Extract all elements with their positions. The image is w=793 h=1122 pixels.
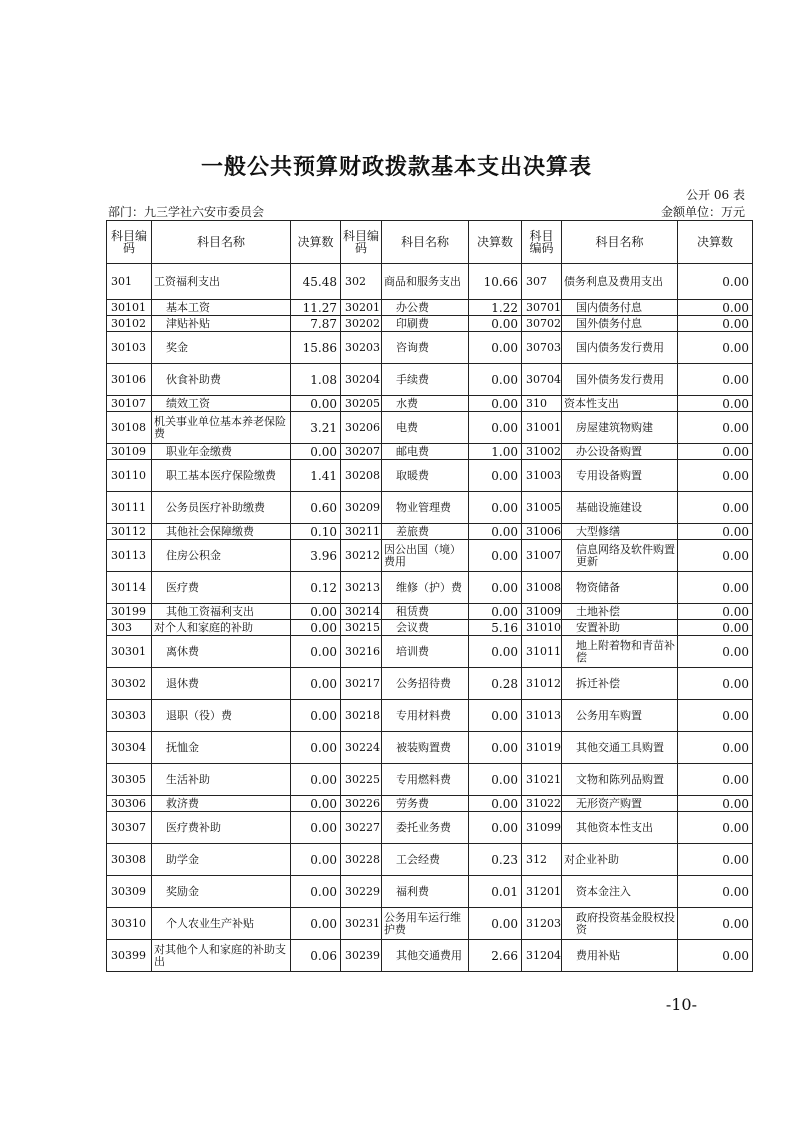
- final-amount: 0.00: [678, 264, 753, 300]
- table-row: [107, 444, 753, 460]
- final-amount: 0.00: [678, 396, 753, 412]
- subject-code: 31021: [522, 764, 562, 796]
- final-amount: 0.00: [678, 732, 753, 764]
- subject-code: 30399: [107, 940, 152, 972]
- header-code: 科目编码: [341, 221, 382, 264]
- final-amount: 0.00: [678, 604, 753, 620]
- subject-code: 30111: [107, 492, 152, 524]
- final-amount: 1.00: [469, 444, 522, 460]
- final-amount: 0.00: [291, 908, 341, 940]
- subject-code: 31008: [522, 572, 562, 604]
- subject-name: 咨询费: [382, 332, 469, 364]
- final-amount: 7.87: [291, 316, 341, 332]
- final-amount: 0.00: [469, 796, 522, 812]
- final-amount: 0.00: [469, 700, 522, 732]
- table-row: [107, 396, 753, 412]
- subject-name: 取暖费: [382, 460, 469, 492]
- subject-name: 专用材料费: [382, 700, 469, 732]
- header-amount: 决算数: [291, 221, 341, 264]
- subject-code: 31002: [522, 444, 562, 460]
- subject-code: 30213: [341, 572, 382, 604]
- final-amount: 3.96: [291, 540, 341, 572]
- subject-name: 专用燃料费: [382, 764, 469, 796]
- subject-name: 土地补偿: [562, 604, 678, 620]
- subject-code: 30231: [341, 908, 382, 940]
- final-amount: 0.28: [469, 668, 522, 700]
- subject-code: 30208: [341, 460, 382, 492]
- subject-name: 其他社会保障缴费: [152, 524, 291, 540]
- form-number: 公开 06 表: [686, 188, 745, 202]
- final-amount: 0.60: [291, 492, 341, 524]
- subject-code: 30217: [341, 668, 382, 700]
- subject-code: 31201: [522, 876, 562, 908]
- final-amount: 0.00: [469, 540, 522, 572]
- subject-code: 30225: [341, 764, 382, 796]
- subject-code: 31001: [522, 412, 562, 444]
- subject-code: 31099: [522, 812, 562, 844]
- subject-name: 津贴补贴: [152, 316, 291, 332]
- subject-code: 30106: [107, 364, 152, 396]
- final-amount: 0.00: [469, 396, 522, 412]
- subject-code: 30307: [107, 812, 152, 844]
- final-amount: 0.00: [678, 572, 753, 604]
- subject-name: 水费: [382, 396, 469, 412]
- subject-name: 公务用车购置: [562, 700, 678, 732]
- final-amount: 1.08: [291, 364, 341, 396]
- subject-name: 其他交通费用: [382, 940, 469, 972]
- subject-name: 退职（役）费: [152, 700, 291, 732]
- subject-code: 30227: [341, 812, 382, 844]
- subject-code: 31010: [522, 620, 562, 636]
- subject-code: 30216: [341, 636, 382, 668]
- subject-code: 30205: [341, 396, 382, 412]
- subject-name: 工资福利支出: [152, 264, 291, 300]
- final-amount: 0.00: [291, 396, 341, 412]
- subject-name: 国外债务付息: [562, 316, 678, 332]
- subject-name: 职工基本医疗保险缴费: [152, 460, 291, 492]
- table-row: [107, 764, 753, 796]
- subject-code: 31019: [522, 732, 562, 764]
- subject-name: 基本工资: [152, 300, 291, 316]
- table-row: [107, 264, 753, 300]
- subject-code: 30202: [341, 316, 382, 332]
- subject-code: 30206: [341, 412, 382, 444]
- subject-name: 地上附着物和青苗补偿: [562, 636, 678, 668]
- final-amount: 1.41: [291, 460, 341, 492]
- subject-name: 退休费: [152, 668, 291, 700]
- subject-name: 医疗费补助: [152, 812, 291, 844]
- final-amount: 0.00: [678, 444, 753, 460]
- subject-name: 对个人和家庭的补助: [152, 620, 291, 636]
- table-row: [107, 668, 753, 700]
- header-name: 科目名称: [562, 221, 678, 264]
- subject-name: 公务招待费: [382, 668, 469, 700]
- page-title: 一般公共预算财政拨款基本支出决算表: [200, 154, 592, 180]
- subject-code: 30113: [107, 540, 152, 572]
- table-row: [107, 796, 753, 812]
- final-amount: 0.00: [469, 908, 522, 940]
- final-amount: 0.00: [291, 796, 341, 812]
- subject-name: 国内债务付息: [562, 300, 678, 316]
- subject-code: 31011: [522, 636, 562, 668]
- subject-code: 30229: [341, 876, 382, 908]
- table-row: [107, 620, 753, 636]
- final-amount: 0.00: [291, 636, 341, 668]
- subject-name: 房屋建筑物购建: [562, 412, 678, 444]
- table-row: [107, 908, 753, 940]
- subject-name: 救济费: [152, 796, 291, 812]
- final-amount: 0.00: [469, 460, 522, 492]
- subject-name: 费用补贴: [562, 940, 678, 972]
- subject-code: 30103: [107, 332, 152, 364]
- table-row: [107, 364, 753, 396]
- subject-code: 30199: [107, 604, 152, 620]
- unit-label: 金额单位：万元: [660, 205, 745, 219]
- final-amount: 0.00: [678, 316, 753, 332]
- subject-code: 303: [107, 620, 152, 636]
- subject-code: 30224: [341, 732, 382, 764]
- subject-code: 30110: [107, 460, 152, 492]
- subject-code: 30302: [107, 668, 152, 700]
- subject-name: 医疗费: [152, 572, 291, 604]
- table-row: [107, 572, 753, 604]
- subject-name: 其他工资福利支出: [152, 604, 291, 620]
- table-row: [107, 492, 753, 524]
- subject-name: 培训费: [382, 636, 469, 668]
- final-amount: 0.00: [678, 412, 753, 444]
- subject-code: 30304: [107, 732, 152, 764]
- subject-code: 302: [341, 264, 382, 300]
- subject-name: 奖金: [152, 332, 291, 364]
- final-amount: 11.27: [291, 300, 341, 316]
- final-amount: 0.00: [469, 812, 522, 844]
- subject-code: 30108: [107, 412, 152, 444]
- subject-code: 30301: [107, 636, 152, 668]
- final-amount: 0.00: [678, 636, 753, 668]
- header-code: 科目编码: [522, 221, 562, 264]
- table-row: [107, 700, 753, 732]
- final-amount: 0.10: [291, 524, 341, 540]
- subject-name: 政府投资基金股权投资: [562, 908, 678, 940]
- subject-name: 资本性支出: [562, 396, 678, 412]
- subject-code: 307: [522, 264, 562, 300]
- final-amount: 0.01: [469, 876, 522, 908]
- header-amount: 决算数: [469, 221, 522, 264]
- final-amount: 0.00: [469, 732, 522, 764]
- subject-name: 劳务费: [382, 796, 469, 812]
- subject-code: 30102: [107, 316, 152, 332]
- subject-name: 公务用车运行维护费: [382, 908, 469, 940]
- final-amount: 0.06: [291, 940, 341, 972]
- subject-name: 维修（护）费: [382, 572, 469, 604]
- table-row: [107, 812, 753, 844]
- subject-code: 312: [522, 844, 562, 876]
- subject-code: 30310: [107, 908, 152, 940]
- final-amount: 0.00: [678, 524, 753, 540]
- final-amount: 0.00: [678, 700, 753, 732]
- subject-code: 30303: [107, 700, 152, 732]
- table-row: [107, 604, 753, 620]
- subject-name: 商品和服务支出: [382, 264, 469, 300]
- subject-name: 绩效工资: [152, 396, 291, 412]
- final-amount: 0.00: [469, 764, 522, 796]
- table-row: [107, 540, 753, 572]
- final-amount: 0.00: [678, 796, 753, 812]
- subject-name: 福利费: [382, 876, 469, 908]
- subject-code: 30226: [341, 796, 382, 812]
- subject-name: 个人农业生产补贴: [152, 908, 291, 940]
- final-amount: 0.00: [291, 620, 341, 636]
- subject-code: 30209: [341, 492, 382, 524]
- subject-code: 30212: [341, 540, 382, 572]
- table-row: [107, 524, 753, 540]
- subject-code: 301: [107, 264, 152, 300]
- subject-name: 住房公积金: [152, 540, 291, 572]
- subject-name: 对企业补助: [562, 844, 678, 876]
- final-amount: 0.00: [291, 732, 341, 764]
- subject-name: 手续费: [382, 364, 469, 396]
- final-amount: 0.00: [469, 412, 522, 444]
- subject-code: 31022: [522, 796, 562, 812]
- final-amount: 0.00: [678, 540, 753, 572]
- subject-name: 大型修缮: [562, 524, 678, 540]
- subject-code: 30308: [107, 844, 152, 876]
- subject-code: 30101: [107, 300, 152, 316]
- page-number: -10-: [665, 995, 697, 1014]
- table-row: [107, 300, 753, 316]
- final-amount: 15.86: [291, 332, 341, 364]
- final-amount: 0.00: [469, 364, 522, 396]
- subject-code: 30203: [341, 332, 382, 364]
- table-row: [107, 844, 753, 876]
- subject-name: 助学金: [152, 844, 291, 876]
- subject-name: 委托业务费: [382, 812, 469, 844]
- subject-code: 30239: [341, 940, 382, 972]
- subject-name: 办公费: [382, 300, 469, 316]
- final-amount: 0.00: [291, 764, 341, 796]
- subject-code: 30702: [522, 316, 562, 332]
- department-label: 部门：九三学社六安市委员会: [108, 205, 265, 219]
- subject-name: 工会经费: [382, 844, 469, 876]
- subject-name: 伙食补助费: [152, 364, 291, 396]
- subject-code: 30306: [107, 796, 152, 812]
- subject-name: 离休费: [152, 636, 291, 668]
- subject-name: 信息网络及软件购置更新: [562, 540, 678, 572]
- final-amount: 3.21: [291, 412, 341, 444]
- subject-name: 抚恤金: [152, 732, 291, 764]
- subject-name: 邮电费: [382, 444, 469, 460]
- final-amount: 0.00: [469, 524, 522, 540]
- subject-name: 租赁费: [382, 604, 469, 620]
- final-amount: 0.00: [678, 668, 753, 700]
- final-amount: 0.00: [469, 604, 522, 620]
- subject-code: 30112: [107, 524, 152, 540]
- subject-code: 30214: [341, 604, 382, 620]
- subject-code: 310: [522, 396, 562, 412]
- subject-name: 会议费: [382, 620, 469, 636]
- table-row: [107, 332, 753, 364]
- final-amount: 10.66: [469, 264, 522, 300]
- final-amount: 0.00: [291, 444, 341, 460]
- final-amount: 0.00: [291, 812, 341, 844]
- subject-name: 其他交通工具购置: [562, 732, 678, 764]
- subject-code: 31007: [522, 540, 562, 572]
- table-body: [107, 264, 753, 972]
- final-amount: 0.12: [291, 572, 341, 604]
- subject-name: 印刷费: [382, 316, 469, 332]
- final-amount: 0.00: [678, 332, 753, 364]
- subject-code: 30228: [341, 844, 382, 876]
- final-amount: 0.00: [291, 604, 341, 620]
- table-row: [107, 412, 753, 444]
- subject-name: 专用设备购置: [562, 460, 678, 492]
- final-amount: 0.00: [469, 332, 522, 364]
- subject-name: 生活补助: [152, 764, 291, 796]
- final-amount: 0.00: [469, 492, 522, 524]
- final-amount: 0.00: [678, 364, 753, 396]
- subject-name: 物业管理费: [382, 492, 469, 524]
- final-amount: 0.00: [291, 700, 341, 732]
- subject-code: 30204: [341, 364, 382, 396]
- subject-code: 31009: [522, 604, 562, 620]
- final-amount: 0.00: [678, 844, 753, 876]
- header-name: 科目名称: [152, 221, 291, 264]
- subject-code: 30218: [341, 700, 382, 732]
- subject-name: 基础设施建设: [562, 492, 678, 524]
- subject-code: 30107: [107, 396, 152, 412]
- final-amount: 0.00: [678, 908, 753, 940]
- subject-name: 办公设备购置: [562, 444, 678, 460]
- final-amount: 0.00: [291, 668, 341, 700]
- final-amount: 0.00: [678, 812, 753, 844]
- final-amount: 0.23: [469, 844, 522, 876]
- header-amount: 决算数: [678, 221, 753, 264]
- subject-code: 30109: [107, 444, 152, 460]
- subject-name: 债务利息及费用支出: [562, 264, 678, 300]
- subject-name: 因公出国（境）费用: [382, 540, 469, 572]
- subject-name: 职业年金缴费: [152, 444, 291, 460]
- final-amount: 0.00: [678, 940, 753, 972]
- table-row: [107, 636, 753, 668]
- subject-name: 安置补助: [562, 620, 678, 636]
- subject-code: 30207: [341, 444, 382, 460]
- subject-name: 物资储备: [562, 572, 678, 604]
- table-row: [107, 732, 753, 764]
- subject-code: 30211: [341, 524, 382, 540]
- subject-code: 31003: [522, 460, 562, 492]
- table-row: [107, 876, 753, 908]
- final-amount: 0.00: [678, 764, 753, 796]
- subject-name: 对其他个人和家庭的补助支出: [152, 940, 291, 972]
- final-amount: 0.00: [291, 876, 341, 908]
- final-amount: 0.00: [678, 460, 753, 492]
- subject-code: 30305: [107, 764, 152, 796]
- final-amount: 0.00: [291, 844, 341, 876]
- subject-name: 奖励金: [152, 876, 291, 908]
- header-name: 科目名称: [382, 221, 469, 264]
- final-amount: 0.00: [469, 316, 522, 332]
- subject-code: 31013: [522, 700, 562, 732]
- subject-code: 30704: [522, 364, 562, 396]
- subject-code: 30703: [522, 332, 562, 364]
- final-amount: 0.00: [469, 572, 522, 604]
- subject-name: 文物和陈列品购置: [562, 764, 678, 796]
- subject-code: 30309: [107, 876, 152, 908]
- subject-code: 30114: [107, 572, 152, 604]
- subject-name: 其他资本性支出: [562, 812, 678, 844]
- subject-code: 31012: [522, 668, 562, 700]
- subject-name: 国内债务发行费用: [562, 332, 678, 364]
- table-row: [107, 940, 753, 972]
- final-amount: 0.00: [678, 876, 753, 908]
- subject-code: 31204: [522, 940, 562, 972]
- table-row: [107, 460, 753, 492]
- final-amount: 2.66: [469, 940, 522, 972]
- subject-name: 拆迁补偿: [562, 668, 678, 700]
- expenditure-table: [106, 220, 753, 972]
- subject-name: 国外债务发行费用: [562, 364, 678, 396]
- final-amount: 0.00: [678, 492, 753, 524]
- final-amount: 45.48: [291, 264, 341, 300]
- subject-name: 差旅费: [382, 524, 469, 540]
- subject-code: 30701: [522, 300, 562, 316]
- table-row: [107, 316, 753, 332]
- subject-name: 电费: [382, 412, 469, 444]
- subject-code: 30215: [341, 620, 382, 636]
- subject-name: 资本金注入: [562, 876, 678, 908]
- subject-code: 31203: [522, 908, 562, 940]
- final-amount: 1.22: [469, 300, 522, 316]
- final-amount: 0.00: [469, 636, 522, 668]
- final-amount: 0.00: [678, 620, 753, 636]
- subject-name: 公务员医疗补助缴费: [152, 492, 291, 524]
- subject-code: 31006: [522, 524, 562, 540]
- subject-name: 机关事业单位基本养老保险费: [152, 412, 291, 444]
- subject-code: 30201: [341, 300, 382, 316]
- final-amount: 0.00: [678, 300, 753, 316]
- subject-code: 31005: [522, 492, 562, 524]
- subject-name: 无形资产购置: [562, 796, 678, 812]
- table-header-row: [107, 221, 753, 264]
- final-amount: 5.16: [469, 620, 522, 636]
- header-code: 科目编码: [107, 221, 152, 264]
- subject-name: 被装购置费: [382, 732, 469, 764]
